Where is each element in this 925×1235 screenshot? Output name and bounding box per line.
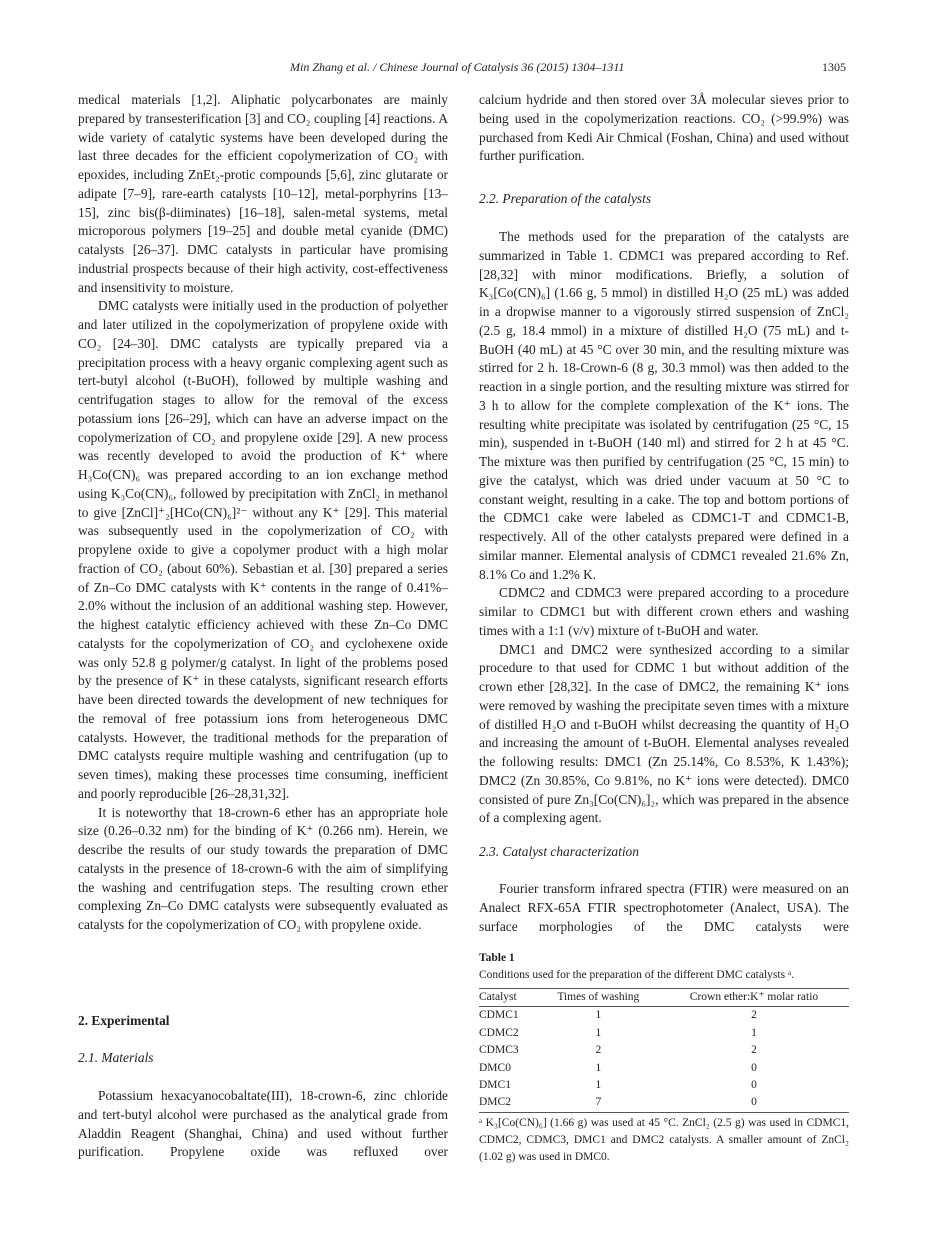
table-footnote: ᵃ K₃[Co(CN)₆] (1.66 g) was used at 45 °C. ZnCl₂ (2.5 g) was used in CDMC1, CDMC2, CDMC3, DMC1 and DMC2 catalysts. A smaller amount of ZnCl₂ (1.02 g) was used in DMC0. [479, 1116, 849, 1163]
cell: 7 [538, 1094, 659, 1112]
right-column-top [479, 91, 849, 166]
paragraph: calcium hydride and then stored over 3Å molecular sieves prior to being used in the copolymerization reactions. CO₂ (>99.9%) was purchased from Kedi Air Chmical (Foshan, China) and used without further purification. [479, 92, 849, 164]
conditions-table [479, 988, 849, 1113]
paragraph: DMC catalysts were initially used in the production of polyether and later utilized in the copolymerization of propylene oxide with CO₂ [24–30]. DMC catalysts are typically prepared via a precipitation process with a heavy organic complexing agent such as tert-butyl alcohol (t-BuOH), followed by multiple washing and centrifugation stages to allow for the removal of the excess potassium ions [26–29], which can have an adverse impact on the copolymerization of CO₂ and propylene oxide [29]. A new process was recently developed to avoid the production of K⁺ where H₃Co(CN)₆ was prepared according to an ion exchange method using K₃Co(CN)₆, followed by precipitation with ZnCl₂ in methanol to give [ZnCl]⁺₂[HCo(CN)₆]²⁻ without any K⁺ [29]. This material was subsequently used in the copolymerization of CO₂ with propylene oxide to give a copolymer product with a high molar fraction of CO₂ (about 60%). Sebastian et al. [30] prepared a series of Zn–Co DMC catalysts with K⁺ contents in the range of 0.41%–2.0% without the inclusion of an additional washing step. However, the highest catalytic efficiency achieved with these Zn–Co DMC catalysts for the copolymerization of CO₂ and cyclohexene oxide was only 52.8 g polymer/g catalyst. In light of the problems posed by the presence of K⁺ in these catalysts, significant research efforts have been directed towards the development of new techniques for the removal of free potassium ions from heterogeneous DMC catalysts. However, the traditional methods for the preparation of DMC catalysts require multiple washing and centrifugation (up to seven times), making these processes time consuming, inefficient and poorly reproducible [26–28,31,32]. [78, 298, 448, 801]
cell: 1 [751, 1026, 757, 1039]
column-header: Crown ether:K⁺ molar ratio [659, 989, 849, 1007]
table-row [479, 1007, 849, 1025]
paragraph: Potassium hexacyanocobaltate(III), 18-crown-6, zinc chloride and tert-butyl alcohol were purchased as the analytical grade from Aladdin Reagent (Shanghai, China) and used without further purification. Propylene oxide was refluxed over [78, 1088, 448, 1160]
subsection-heading [479, 190, 849, 209]
page-number: 1305 [822, 60, 846, 74]
section-heading [78, 1012, 448, 1031]
column-header: Times of washing [538, 989, 659, 1007]
cell: 1 [595, 1009, 602, 1022]
cell: CDMC2 [479, 1026, 519, 1039]
cell: 2 [751, 1044, 757, 1057]
paragraph: DMC1 and DMC2 were synthesized according to a similar procedure to that used for CDMC 1 but without addition of the crown ether [28,32]. In the case of DMC2, the remaining K⁺ ions were removed by washing the precipitate seven times with a mixture of distilled H₂O and t-BuOH whilst decreasing the quantity of H₂O and increasing the amount of t-BuOH. Elemental analyses revealed the following results: DMC1 (Zn 25.14%, Co 8.53%, K 1.43%); DMC2 (Zn 30.85%, Co 9.81%, no K⁺ ions were detected). DMC0 consisted of pure Zn₃[Co(CN)₆]₂, which was prepared in the absence of a complexing agent. [479, 641, 849, 826]
left-column [78, 91, 448, 935]
table-1 [479, 950, 849, 1166]
cell: 1 [595, 1026, 602, 1039]
paragraph: medical materials [1,2]. Aliphatic polycarbonates are mainly prepared by transesterification [3] and CO₂ coupling [4] reactions. A wide variety of catalytic systems have been developed during the last three decades for the efficient copolymerization of CO₂ with epoxides, including ZnEt₂-protic compounds [5,6], zinc glutarate or adipate [7–9], rare-earth catalysts [10–12], metal-porphyrins [13–15], zinc bis(β-diiminates) [16–18], salen-metal systems, metal microporous polymers [19–25] and double metal cyanide (DMC) catalysts [26–37]. DMC catalysts in particular have promising industrial prospects because of their high activity, cost-effectiveness and insensitivity to moisture. [78, 92, 448, 295]
cell: DMC1 [479, 1079, 511, 1092]
cell: 2 [595, 1044, 602, 1057]
cell: DMC2 [479, 1094, 538, 1112]
table-row [479, 1094, 849, 1112]
right-column-prep [479, 228, 849, 828]
column-header: Catalyst [479, 989, 538, 1007]
cell: CDMC3 [479, 1044, 519, 1057]
paragraph: CDMC2 and CDMC3 were prepared according to a procedure similar to CDMC1 but with different crown ethers and washing times with a 1:1 (v/v) mixture of t-BuOH and water. [479, 585, 849, 638]
subsection-heading [78, 1049, 448, 1068]
table-row [479, 1025, 849, 1042]
section-title: 2. Experimental [78, 1013, 170, 1028]
paragraph: Fourier transform infrared spectra (FTIR) were measured on an Analect RFX-65A FTIR spectrophotometer (Analect, USA). The surface morphologies of the DMC catalysts were [479, 881, 849, 934]
table-row [479, 1042, 849, 1059]
materials-block [78, 1087, 448, 1162]
cell: 0 [751, 1061, 757, 1074]
cell: 1 [595, 1079, 602, 1092]
right-column-char [479, 880, 849, 936]
subsection-title: 2.3. Catalyst characterization [479, 844, 639, 859]
paragraph: The methods used for the preparation of the catalysts are summarized in Table 1. CDMC1 was prepared according to Ref. [28,32] with minor modifications. Briefly, a solution of K₃[Co(CN)₆] (1.66 g, 5 mmol) in distilled H₂O (25 mL) was added in a dropwise manner to a vigorously stirred suspension of ZnCl₂ (2.5 g, 18.4 mmol) in a mixture of distilled H₂O (75 mL) and t-BuOH (40 mL) at 45 °C over 30 min, and the resulting mixture was stirred for 2 h. 18-Crown-6 (8 g, 30.3 mmol) was then added to the reaction in a single portion, and the resulting mixture was stirred for 3 h to allow for the complete complexation of the K⁺ ions. The resulting white precipitate was isolated by centrifugation (25 °C, 15 min), suspended in t-BuOH (140 ml) and stirred for 2 h at 45 °C. The mixture was then purified by centrifugation (25 °C, 15 min) to give the catalyst, which was dried under vacuum at 50 °C to constant weight, resulting in a cake. The top and bottom portions of the CDMC1 cake were labeled as CDMC1-T and CDMC1-B, respectively. All of the other catalysts prepared were defined in a similar manner. Elemental analysis of CDMC1 revealed 21.6% Zn, 8.1% Co and 1.2% K. [479, 229, 849, 582]
cell: 1 [595, 1061, 602, 1074]
cell: 0 [659, 1094, 849, 1112]
cell: 0 [751, 1079, 757, 1092]
cell: DMC0 [479, 1061, 511, 1074]
table-label: Table 1 [479, 952, 515, 964]
table-row [479, 1060, 849, 1077]
subsection-title: 2.2. Preparation of the catalysts [479, 191, 652, 206]
table-caption: Conditions used for the preparation of the different DMC catalysts ᵃ. [479, 969, 794, 981]
paragraph: It is noteworthy that 18-crown-6 ether has an appropriate hole size (0.26–0.32 nm) for the binding of K⁺ (0.266 nm). Herein, we describe the results of our study towards the preparation of DMC catalysts in the presence of 18-crown-6 with the aim of simplifying the washing and centrifugation steps. The resulting crown ether complexing Zn–Co DMC catalysts were subsequently evaluated as catalysts for the copolymerization of CO₂ with propylene oxide. [78, 804, 448, 932]
table-row [479, 1077, 849, 1094]
cell: 2 [751, 1009, 757, 1022]
subsection-title: 2.1. Materials [78, 1050, 154, 1065]
subsection-heading [479, 843, 849, 862]
running-title: Min Zhang et al. / Chinese Journal of Catalysis 36 (2015) 1304–1311 [290, 60, 625, 74]
cell: CDMC1 [479, 1009, 519, 1022]
